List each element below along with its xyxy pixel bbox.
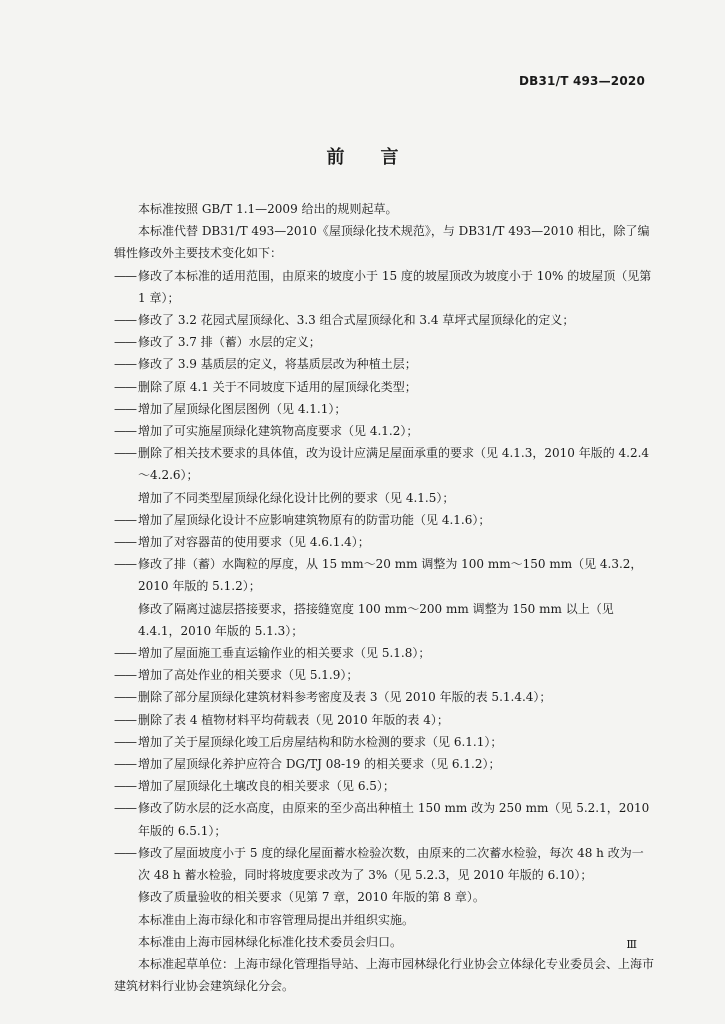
item-dash: ——	[114, 357, 136, 372]
standard-code: DB31/T 493—2020	[519, 74, 645, 88]
intro-paragraph: 本标准代替 DB31/T 493—2010《屋顶绿化技术规范》，与 DB31/T 493—2010 相比，除了编辑性修改外主要技术变化如下：	[114, 224, 650, 261]
item-dash: ——	[114, 313, 136, 328]
change-text: 修改了 3.2 花园式屋顶绿化、3.3 组合式屋顶绿化和 3.4 草坪式屋顶绿化的定义；	[138, 313, 575, 328]
change-item	[114, 709, 654, 731]
item-dash: ——	[114, 801, 136, 816]
changes-list	[114, 265, 654, 909]
change-item	[114, 775, 654, 797]
foreword-body	[114, 198, 654, 997]
change-text: 修改了质量验收的相关要求（见第 7 章，2010 年版的第 8 章）。	[138, 890, 485, 905]
change-item	[114, 731, 654, 753]
change-text: 增加了屋顶绿化养护应符合 DG/TJ 08-19 的相关要求（见 6.1.2）；	[138, 757, 501, 772]
item-dash: ——	[114, 379, 136, 394]
change-text: 删除了部分屋顶绿化建筑材料参考密度及表 3（见 2010 年版的表 5.1.4.4）；	[138, 690, 552, 705]
change-text: 增加了屋面施工垂直运输作业的相关要求（见 5.1.8）；	[138, 646, 431, 661]
change-item	[114, 553, 654, 597]
item-dash: ——	[114, 335, 136, 350]
item-dash: ——	[114, 535, 136, 550]
closing-paragraph: 本标准由上海市绿化和市容管理局提出并组织实施。	[138, 912, 415, 927]
change-item	[114, 686, 654, 708]
change-text: 删除了表 4 植物材料平均荷载表（见 2010 年版的表 4）；	[138, 712, 449, 727]
change-text: 修改了本标准的适用范围，由原来的坡度小于 15 度的坡屋顶改为坡度小于 10% 的坡屋顶（见第 1 章）；	[138, 268, 652, 305]
change-item	[114, 664, 654, 686]
intro-paragraph: 本标准按照 GB/T 1.1—2009 给出的规则起草。	[138, 202, 398, 216]
change-item	[114, 309, 654, 331]
change-text: 修改了屋面坡度小于 5 度的绿化屋面蓄水检验次数，由原来的二次蓄水检验，每次 48 h 改为一次 48 h 蓄水检验，同时将坡度要求改为了 3%（见 5.2.3，见 2010 年版的 6.10）；	[138, 845, 644, 883]
change-item	[114, 376, 654, 398]
change-text: 修改了排（蓄）水陶粒的厚度，从 15 mm～20 mm 调整为 100 mm～150 mm（见 4.3.2，2010 年版的 5.1.2）；	[138, 557, 643, 594]
change-item	[114, 353, 654, 375]
change-text: 增加了不同类型屋顶绿化绿化设计比例的要求（见 4.1.5）；	[138, 490, 455, 505]
item-dash: ——	[114, 646, 136, 661]
change-text: 增加了屋顶绿化土壤改良的相关要求（见 6.5）；	[138, 779, 395, 794]
item-dash: ——	[114, 734, 136, 749]
change-item	[114, 886, 654, 908]
closing-paragraph: 本标准起草单位：上海市绿化管理指导站、上海市园林绿化行业协会立体绿化专业委员会、上海市建筑材料行业协会建筑绿化分会。	[114, 956, 655, 994]
change-item	[114, 420, 654, 442]
page-number: Ⅲ	[626, 938, 637, 951]
change-item	[114, 531, 654, 553]
change-text: 增加了关于屋顶绿化竣工后房屋结构和防水检测的要求（见 6.1.1）；	[138, 734, 503, 749]
item-dash: ——	[114, 424, 136, 439]
change-item	[114, 487, 654, 509]
change-item	[114, 331, 654, 353]
change-item	[114, 509, 654, 531]
change-text: 增加了对容器苗的使用要求（见 4.6.1.4）；	[138, 535, 370, 550]
change-text: 修改了 3.9 基质层的定义，将基质层改为种植土层；	[138, 357, 417, 372]
item-dash: ——	[114, 268, 136, 283]
item-dash: ——	[114, 668, 136, 683]
change-text: 增加了屋顶绿化图层图例（见 4.1.1）；	[138, 401, 347, 416]
change-text: 删除了相关技术要求的具体值，改为设计应满足屋面承重的要求（见 4.1.3，2010 年版的 4.2.4～4.2.6）；	[138, 446, 650, 483]
change-item	[114, 753, 654, 775]
change-text: 修改了防水层的泛水高度，由原来的至少高出种植土 150 mm 改为 250 mm（见 5.2.1，2010 年版的 6.5.1）；	[138, 801, 650, 838]
item-dash: ——	[114, 779, 136, 794]
change-item	[114, 842, 654, 886]
item-dash: ——	[114, 512, 136, 527]
change-item	[114, 797, 654, 841]
closing-paragraph: 本标准由上海市园林绿化标准化技术委员会归口。	[138, 934, 403, 949]
item-dash: ——	[114, 401, 136, 416]
change-item	[114, 442, 654, 486]
change-item	[114, 398, 654, 420]
change-item	[114, 642, 654, 664]
change-item	[114, 598, 654, 642]
item-dash: ——	[114, 690, 136, 705]
page-title: 前言	[326, 147, 435, 168]
change-text: 删除了原 4.1 关于不同坡度下适用的屋顶绿化类型；	[138, 379, 417, 394]
item-dash: ——	[114, 557, 136, 572]
change-text: 增加了高处作业的相关要求（见 5.1.9）；	[138, 668, 359, 683]
change-text: 修改了 3.7 排（蓄）水层的定义；	[138, 335, 321, 350]
item-dash: ——	[114, 757, 136, 772]
item-dash: ——	[114, 712, 136, 727]
change-text: 增加了可实施屋顶绿化建筑物高度要求（见 4.1.2）；	[138, 424, 419, 439]
change-text: 增加了屋顶绿化设计不应影响建筑物原有的防雷功能（见 4.1.6）；	[138, 512, 491, 527]
item-dash: ——	[114, 845, 136, 860]
change-text: 修改了隔离过滤层搭接要求，搭接缝宽度 100 mm～200 mm 调整为 150 mm 以上（见 4.4.1，2010 年版的 5.1.3）；	[138, 601, 614, 638]
change-item	[114, 265, 654, 309]
item-dash: ——	[114, 446, 136, 461]
